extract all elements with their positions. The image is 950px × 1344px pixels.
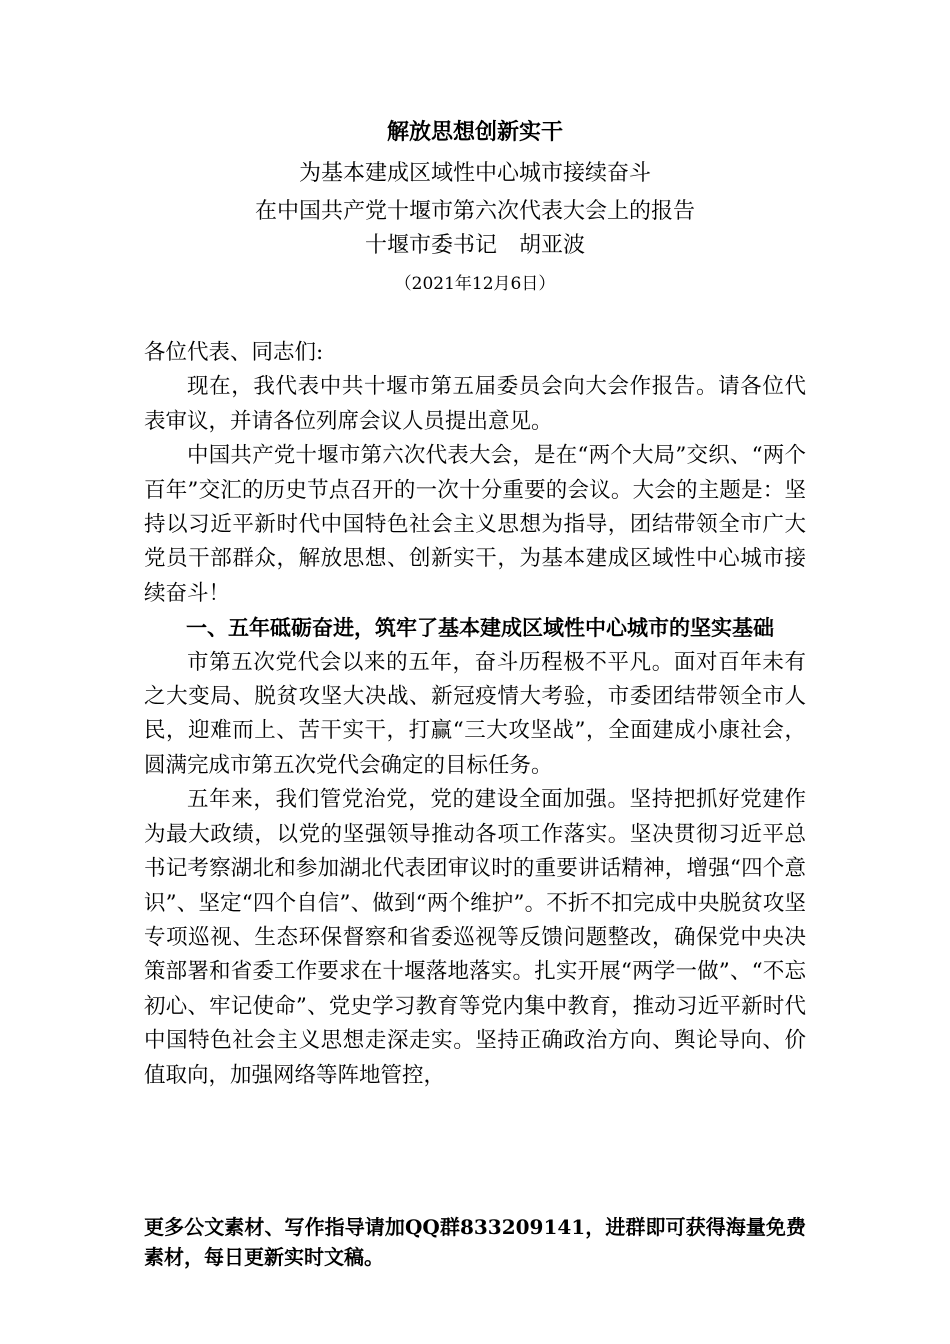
document-title: 解放思想创新实干 — [386, 119, 563, 145]
section-1-heading: 一、五年砥砺奋进，筑牢了基本建成区域性中心城市的坚实基础 — [186, 616, 774, 641]
document-subtitle: 为基本建成区域性中心城市接续奋斗 — [298, 161, 651, 186]
promo-footer: 更多公文素材、写作指导请加QQ群833209141，进群即可获得海量免费素材，每日更新实时文稿。 — [144, 1215, 806, 1269]
document-speaker: 十堰市委书记 胡亚波 — [364, 233, 585, 258]
report-body — [144, 336, 806, 1093]
paragraph-3: 市第五次党代会以来的五年，奋斗历程极不平凡。面对百年未有之大变局、脱贫攻坚大决战、新冠疫情大考验，市委团结带领全市人民，迎难而上、苦干实干，打赢“三大攻坚战”，全面建成小康社会，圆满完成市第五次党代会确定的目标任务。 — [144, 649, 806, 778]
paragraph-2: 中国共产党十堰市第六次代表大会，是在“两个大局”交织、“两个百年”交汇的历史节点召开的一次十分重要的会议。大会的主题是：坚持以习近平新时代中国特色社会主义思想为指导，团结带领全市广大党员干部群众，解放思想、创新实干，为基本建成区域性中心城市接续奋斗！ — [144, 443, 806, 606]
document-date: （2021年12月6日） — [394, 274, 556, 294]
document-occasion: 在中国共产党十堰市第六次代表大会上的报告 — [254, 199, 695, 224]
paragraph-1: 现在，我代表中共十堰市第五届委员会向大会作报告。请各位代表审议，并请各位列席会议人员提出意见。 — [144, 374, 806, 434]
paragraph-4: 五年来，我们管党治党，党的建设全面加强。坚持把抓好党建作为最大政绩，以党的坚强领导推动各项工作落实。坚决贯彻习近平总书记考察湖北和参加湖北代表团审议时的重要讲话精神，增强“四个意识”、坚定“四个自信”、做到“两个维护”。不折不扣完成中央脱贫攻坚专项巡视、生态环保督察和省委巡视等反馈问题整改，确保党中央决策部署和省委工作要求在十堰落地落实。扎实开展“两学一做”、“不忘初心、牢记使命”、党史学习教育等党内集中教育，推动习近平新时代中国特色社会主义思想走深走实。坚持正确政治方向、舆论导向、价值取向，加强网络等阵地管控， — [144, 787, 806, 1088]
salutation: 各位代表、同志们: — [144, 340, 324, 365]
